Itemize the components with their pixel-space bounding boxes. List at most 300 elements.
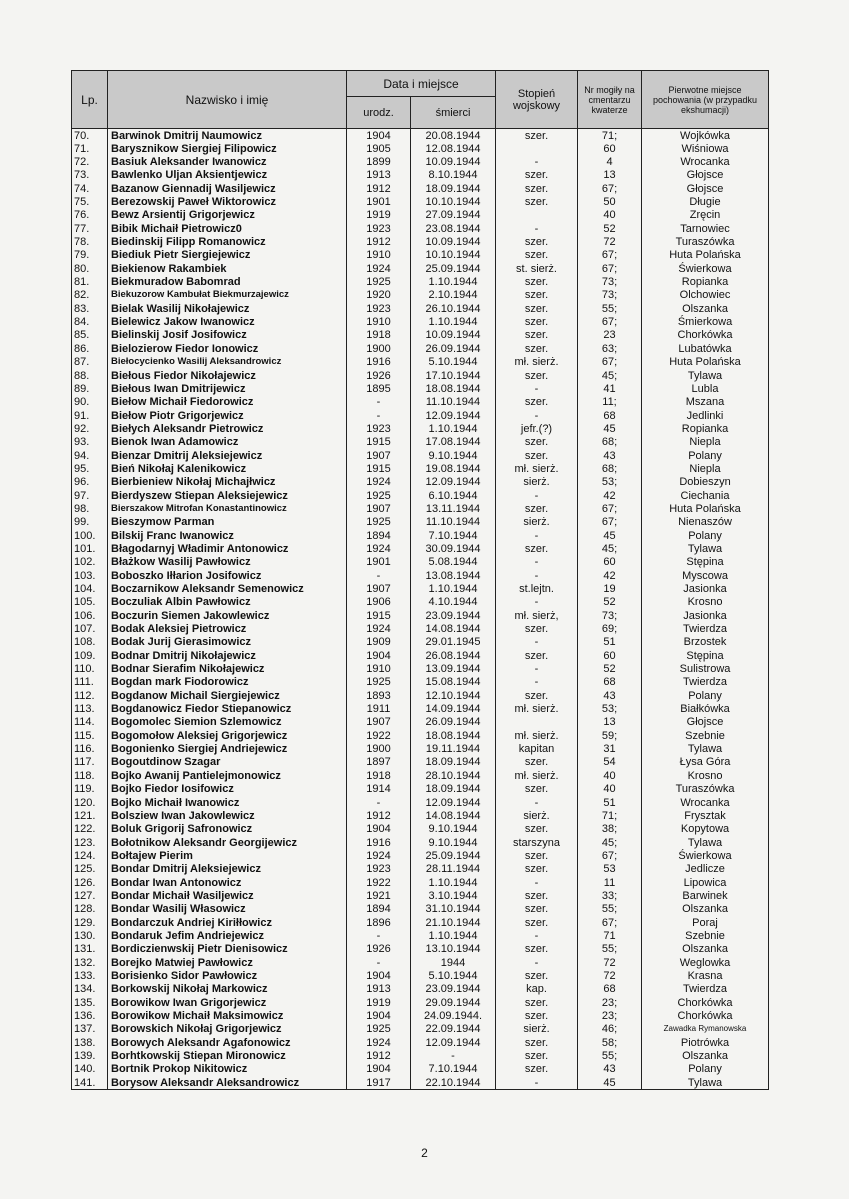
row-burial-place: Turaszówka bbox=[642, 783, 769, 796]
row-grave-number: 68 bbox=[578, 409, 642, 422]
row-rank: - bbox=[496, 956, 578, 969]
row-death-date: 18.09.1944 bbox=[411, 756, 496, 769]
row-birth-year: 1913 bbox=[347, 169, 411, 182]
row-birth-year: 1899 bbox=[347, 155, 411, 168]
row-grave-number: 67; bbox=[578, 262, 642, 275]
row-death-date: 1.10.1944 bbox=[411, 315, 496, 328]
table-row bbox=[72, 315, 769, 328]
table-row bbox=[72, 476, 769, 489]
row-death-date: 25.09.1944 bbox=[411, 849, 496, 862]
row-grave-number: 42 bbox=[578, 569, 642, 582]
row-name: Bogdanow Michail Siergiejewicz bbox=[108, 689, 347, 702]
row-rank: szer. bbox=[496, 449, 578, 462]
row-grave-number: 45 bbox=[578, 1076, 642, 1090]
row-burial-place: Krosno bbox=[642, 769, 769, 782]
row-number: 74. bbox=[72, 182, 108, 195]
row-death-date: 5.10.1944 bbox=[411, 356, 496, 369]
row-name: Berezowskij Paweł Wiktorowicz bbox=[108, 195, 347, 208]
row-name: Bordiczienwskij Pietr Dienisowicz bbox=[108, 943, 347, 956]
row-grave-number: 58; bbox=[578, 1036, 642, 1049]
row-grave-number: 71 bbox=[578, 929, 642, 942]
row-birth-year: 1917 bbox=[347, 1076, 411, 1090]
row-name: Biediuk Pietr Siergiejewicz bbox=[108, 249, 347, 262]
row-death-date: 24.09.1944. bbox=[411, 1009, 496, 1022]
row-rank: mł. sierż. bbox=[496, 769, 578, 782]
row-birth-year: - bbox=[347, 929, 411, 942]
row-number: 139. bbox=[72, 1049, 108, 1062]
row-death-date: 23.08.1944 bbox=[411, 222, 496, 235]
table-row bbox=[72, 596, 769, 609]
row-name: Biełocycienko Wasilij Aleksandrowicz bbox=[108, 356, 347, 369]
row-rank: szer. bbox=[496, 889, 578, 902]
row-burial-place: Wrocanka bbox=[642, 155, 769, 168]
row-rank: szer. bbox=[496, 649, 578, 662]
row-number: 101. bbox=[72, 542, 108, 555]
row-death-date: 1.10.1944 bbox=[411, 582, 496, 595]
row-rank: szer. bbox=[496, 169, 578, 182]
row-birth-year: 1918 bbox=[347, 769, 411, 782]
row-rank: - bbox=[496, 929, 578, 942]
table-row bbox=[72, 462, 769, 475]
row-number: 103. bbox=[72, 569, 108, 582]
row-burial-place: Huta Polańska bbox=[642, 502, 769, 515]
row-number: 99. bbox=[72, 516, 108, 529]
row-death-date: 10.10.1944 bbox=[411, 249, 496, 262]
row-rank: szer. bbox=[496, 542, 578, 555]
row-number: 107. bbox=[72, 622, 108, 635]
row-grave-number: 52 bbox=[578, 596, 642, 609]
row-name: Bogomołow Aleksiej Grigorjewicz bbox=[108, 729, 347, 742]
row-burial-place: Ciechania bbox=[642, 489, 769, 502]
row-birth-year: 1904 bbox=[347, 649, 411, 662]
row-number: 70. bbox=[72, 129, 108, 143]
row-birth-year: - bbox=[347, 569, 411, 582]
row-grave-number: 53; bbox=[578, 702, 642, 715]
row-rank: mł. sierż. bbox=[496, 729, 578, 742]
row-burial-place: Polany bbox=[642, 689, 769, 702]
row-birth-year: 1918 bbox=[347, 329, 411, 342]
row-birth-year: 1895 bbox=[347, 382, 411, 395]
row-number: 121. bbox=[72, 809, 108, 822]
row-death-date: 15.08.1944 bbox=[411, 676, 496, 689]
row-grave-number: 60 bbox=[578, 649, 642, 662]
row-number: 124. bbox=[72, 849, 108, 862]
row-rank: szer. bbox=[496, 1049, 578, 1062]
row-burial-place: Lipowica bbox=[642, 876, 769, 889]
row-number: 72. bbox=[72, 155, 108, 168]
table-row bbox=[72, 169, 769, 182]
row-death-date: 13.08.1944 bbox=[411, 569, 496, 582]
table-row bbox=[72, 836, 769, 849]
row-death-date: 11.10.1944 bbox=[411, 396, 496, 409]
row-rank: szer. bbox=[496, 863, 578, 876]
row-rank: - bbox=[496, 569, 578, 582]
row-burial-place: Kopytowa bbox=[642, 823, 769, 836]
header-rank: Stopień wojskowy bbox=[496, 71, 578, 129]
row-grave-number: 55; bbox=[578, 943, 642, 956]
row-death-date: 7.10.1944 bbox=[411, 529, 496, 542]
row-number: 117. bbox=[72, 756, 108, 769]
row-number: 112. bbox=[72, 689, 108, 702]
row-death-date: 8.10.1944 bbox=[411, 169, 496, 182]
row-number: 100. bbox=[72, 529, 108, 542]
row-name: Basiuk Aleksander Iwanowicz bbox=[108, 155, 347, 168]
row-name: Borisienko Sidor Pawłowicz bbox=[108, 969, 347, 982]
table-row bbox=[72, 662, 769, 675]
row-burial-place: Białkówka bbox=[642, 702, 769, 715]
table-row bbox=[72, 689, 769, 702]
row-birth-year: 1915 bbox=[347, 462, 411, 475]
row-rank: szer. bbox=[496, 916, 578, 929]
row-death-date: 18.09.1944 bbox=[411, 182, 496, 195]
row-rank: kap. bbox=[496, 983, 578, 996]
row-name: Bieszymow Parman bbox=[108, 516, 347, 529]
row-name: Biełow Piotr Grigorjewicz bbox=[108, 409, 347, 422]
row-birth-year: 1916 bbox=[347, 356, 411, 369]
table-row bbox=[72, 889, 769, 902]
row-burial-place: Świerkowa bbox=[642, 849, 769, 862]
row-number: 140. bbox=[72, 1063, 108, 1076]
row-rank: szer. bbox=[496, 235, 578, 248]
row-birth-year: 1904 bbox=[347, 1009, 411, 1022]
table-row bbox=[72, 582, 769, 595]
table-row bbox=[72, 222, 769, 235]
row-death-date: 12.08.1944 bbox=[411, 142, 496, 155]
row-grave-number: 71; bbox=[578, 809, 642, 822]
row-burial-place: Ropianka bbox=[642, 275, 769, 288]
row-birth-year: 1923 bbox=[347, 863, 411, 876]
row-name: Borowikow Michaił Maksimowicz bbox=[108, 1009, 347, 1022]
row-name: Borhtkowskij Stiepan Mironowicz bbox=[108, 1049, 347, 1062]
row-burial-place: Stępina bbox=[642, 649, 769, 662]
row-burial-place: Olszanka bbox=[642, 302, 769, 315]
table-row bbox=[72, 329, 769, 342]
row-death-date: 12.09.1944 bbox=[411, 476, 496, 489]
row-number: 87. bbox=[72, 356, 108, 369]
row-burial-place: Głojsce bbox=[642, 716, 769, 729]
row-burial-place: Dobieszyn bbox=[642, 476, 769, 489]
table-row bbox=[72, 729, 769, 742]
row-birth-year: - bbox=[347, 956, 411, 969]
row-rank: mł. sierż, bbox=[496, 609, 578, 622]
row-number: 132. bbox=[72, 956, 108, 969]
row-death-date: 29.01.1945 bbox=[411, 636, 496, 649]
row-rank: szer. bbox=[496, 622, 578, 635]
row-number: 78. bbox=[72, 235, 108, 248]
row-burial-place: Nienaszów bbox=[642, 516, 769, 529]
header-birth: urodz. bbox=[347, 97, 411, 129]
row-rank: - bbox=[496, 222, 578, 235]
row-death-date: 26.09.1944 bbox=[411, 342, 496, 355]
row-rank: szer. bbox=[496, 129, 578, 143]
row-name: Borowych Aleksandr Agafonowicz bbox=[108, 1036, 347, 1049]
row-birth-year: 1904 bbox=[347, 969, 411, 982]
row-burial-place: Olszanka bbox=[642, 903, 769, 916]
table-row bbox=[72, 769, 769, 782]
row-rank: sierż. bbox=[496, 1023, 578, 1036]
table-row bbox=[72, 516, 769, 529]
table-row bbox=[72, 275, 769, 288]
table-row bbox=[72, 489, 769, 502]
table-row bbox=[72, 155, 769, 168]
row-name: Biełous Fiedor Nikołajewicz bbox=[108, 369, 347, 382]
row-birth-year: 1923 bbox=[347, 422, 411, 435]
row-rank: szer. bbox=[496, 289, 578, 302]
row-name: Bienzar Dmitrij Aleksiejewicz bbox=[108, 449, 347, 462]
row-rank: szer. bbox=[496, 369, 578, 382]
row-name: Bondar Dmitrij Aleksiejewicz bbox=[108, 863, 347, 876]
row-grave-number: 67; bbox=[578, 849, 642, 862]
row-burial-place: Szebnie bbox=[642, 929, 769, 942]
header-burial-place: Pierwotne miejsce pochowania (w przypadku ekshumacji) bbox=[642, 71, 769, 129]
row-death-date: 9.10.1944 bbox=[411, 449, 496, 462]
row-burial-place: Turaszówka bbox=[642, 235, 769, 248]
row-birth-year: 1910 bbox=[347, 662, 411, 675]
header-grave: Nr mogiły na cmentarzu kwaterze bbox=[578, 71, 642, 129]
row-death-date: 10.09.1944 bbox=[411, 329, 496, 342]
row-birth-year: 1913 bbox=[347, 983, 411, 996]
row-grave-number: 40 bbox=[578, 209, 642, 222]
row-number: 81. bbox=[72, 275, 108, 288]
row-rank: jefr.(?) bbox=[496, 422, 578, 435]
row-death-date: 1.10.1944 bbox=[411, 876, 496, 889]
row-grave-number: 40 bbox=[578, 769, 642, 782]
row-birth-year: 1925 bbox=[347, 1023, 411, 1036]
row-birth-year: 1925 bbox=[347, 676, 411, 689]
row-death-date: 1.10.1944 bbox=[411, 422, 496, 435]
row-number: 85. bbox=[72, 329, 108, 342]
row-name: Bogomolec Siemion Szlemowicz bbox=[108, 716, 347, 729]
row-grave-number: 43 bbox=[578, 1063, 642, 1076]
row-name: Borkowskij Nikołaj Markowicz bbox=[108, 983, 347, 996]
row-burial-place: Chorkówka bbox=[642, 996, 769, 1009]
row-number: 94. bbox=[72, 449, 108, 462]
row-rank: szer. bbox=[496, 849, 578, 862]
row-rank: kapitan bbox=[496, 742, 578, 755]
row-name: Bodnar Sierafim Nikołajewicz bbox=[108, 662, 347, 675]
row-rank: mł. sierż. bbox=[496, 356, 578, 369]
row-number: 109. bbox=[72, 649, 108, 662]
row-name: Biełous Iwan Dmitrijewicz bbox=[108, 382, 347, 395]
row-burial-place: Krosno bbox=[642, 596, 769, 609]
row-burial-place: Huta Polańska bbox=[642, 249, 769, 262]
row-burial-place: Wiśniowa bbox=[642, 142, 769, 155]
row-birth-year: 1905 bbox=[347, 142, 411, 155]
row-name: Bondar Michaił Wasiljewicz bbox=[108, 889, 347, 902]
table-row bbox=[72, 1023, 769, 1036]
row-number: 84. bbox=[72, 315, 108, 328]
row-death-date: 28.10.1944 bbox=[411, 769, 496, 782]
row-birth-year: 1924 bbox=[347, 622, 411, 635]
row-number: 82. bbox=[72, 289, 108, 302]
table-row bbox=[72, 796, 769, 809]
row-number: 114. bbox=[72, 716, 108, 729]
row-birth-year: 1901 bbox=[347, 556, 411, 569]
row-grave-number: 72 bbox=[578, 956, 642, 969]
row-birth-year: 1921 bbox=[347, 889, 411, 902]
row-number: 120. bbox=[72, 796, 108, 809]
row-number: 133. bbox=[72, 969, 108, 982]
row-birth-year: 1912 bbox=[347, 809, 411, 822]
row-name: Biedinskij Filipp Romanowicz bbox=[108, 235, 347, 248]
row-rank: szer. bbox=[496, 315, 578, 328]
row-burial-place: Wojkówka bbox=[642, 129, 769, 143]
row-grave-number: 59; bbox=[578, 729, 642, 742]
row-name: Bierszakow Mitrofan Konastantinowicz bbox=[108, 502, 347, 515]
row-birth-year: 1923 bbox=[347, 302, 411, 315]
row-rank: - bbox=[496, 1076, 578, 1090]
table-row bbox=[72, 556, 769, 569]
row-number: 111. bbox=[72, 676, 108, 689]
header-death: śmierci bbox=[411, 97, 496, 129]
row-burial-place: Śmierkowa bbox=[642, 315, 769, 328]
row-burial-place: Tylawa bbox=[642, 742, 769, 755]
row-birth-year: 1924 bbox=[347, 476, 411, 489]
row-name: Bierdyszew Stiepan Aleksiejewicz bbox=[108, 489, 347, 502]
row-birth-year: 1925 bbox=[347, 516, 411, 529]
row-burial-place: Stępina bbox=[642, 556, 769, 569]
row-death-date: 13.11.1944 bbox=[411, 502, 496, 515]
table-row bbox=[72, 676, 769, 689]
row-rank: - bbox=[496, 489, 578, 502]
row-number: 125. bbox=[72, 863, 108, 876]
row-grave-number: 52 bbox=[578, 222, 642, 235]
header-date-place: Data i miejsce bbox=[347, 71, 496, 97]
row-name: Bodak Aleksiej Pietrowicz bbox=[108, 622, 347, 635]
row-death-date: 2.10.1944 bbox=[411, 289, 496, 302]
row-number: 95. bbox=[72, 462, 108, 475]
table-row bbox=[72, 783, 769, 796]
row-name: Bojko Fiedor Iosifowicz bbox=[108, 783, 347, 796]
row-number: 138. bbox=[72, 1036, 108, 1049]
row-birth-year: 1907 bbox=[347, 582, 411, 595]
row-name: Bondarczuk Andriej Kiriłłowicz bbox=[108, 916, 347, 929]
row-number: 105. bbox=[72, 596, 108, 609]
row-number: 83. bbox=[72, 302, 108, 315]
row-death-date: 5.10.1944 bbox=[411, 969, 496, 982]
row-name: Bondaruk Jefim Andriejewicz bbox=[108, 929, 347, 942]
row-name: Błagodarnyj Władimir Antonowicz bbox=[108, 542, 347, 555]
row-rank: - bbox=[496, 676, 578, 689]
row-rank: szer. bbox=[496, 1063, 578, 1076]
row-birth-year: 1901 bbox=[347, 195, 411, 208]
row-name: Bolsziew Iwan Jakowlewicz bbox=[108, 809, 347, 822]
table-row bbox=[72, 609, 769, 622]
row-grave-number: 33; bbox=[578, 889, 642, 902]
row-name: Barwinok Dmitrij Naumowicz bbox=[108, 129, 347, 143]
row-number: 89. bbox=[72, 382, 108, 395]
row-number: 88. bbox=[72, 369, 108, 382]
row-burial-place: Polany bbox=[642, 1063, 769, 1076]
row-death-date: 10.10.1944 bbox=[411, 195, 496, 208]
row-number: 104. bbox=[72, 582, 108, 595]
row-rank: szer. bbox=[496, 275, 578, 288]
table-row bbox=[72, 943, 769, 956]
table-row bbox=[72, 756, 769, 769]
row-rank: sierż. bbox=[496, 516, 578, 529]
row-rank: - bbox=[496, 662, 578, 675]
row-birth-year: 1912 bbox=[347, 1049, 411, 1062]
row-name: Boczuliak Albin Pawłowicz bbox=[108, 596, 347, 609]
row-birth-year: 1904 bbox=[347, 823, 411, 836]
row-burial-place: Głojsce bbox=[642, 182, 769, 195]
row-name: Borysow Aleksandr Aleksandrowicz bbox=[108, 1076, 347, 1090]
row-birth-year: 1914 bbox=[347, 783, 411, 796]
row-birth-year: 1919 bbox=[347, 996, 411, 1009]
row-birth-year: 1893 bbox=[347, 689, 411, 702]
row-burial-place: Polany bbox=[642, 449, 769, 462]
row-burial-place: Świerkowa bbox=[642, 262, 769, 275]
row-name: Bondar Iwan Antonowicz bbox=[108, 876, 347, 889]
row-name: Bogdanowicz Fiedor Stiepanowicz bbox=[108, 702, 347, 715]
row-death-date: 10.09.1944 bbox=[411, 155, 496, 168]
row-name: Bielak Wasilij Nikołajewicz bbox=[108, 302, 347, 315]
row-number: 116. bbox=[72, 742, 108, 755]
table-row bbox=[72, 1049, 769, 1062]
table-row bbox=[72, 382, 769, 395]
row-grave-number: 55; bbox=[578, 1049, 642, 1062]
row-rank: mł. sierż. bbox=[496, 462, 578, 475]
row-death-date: 26.09.1944 bbox=[411, 716, 496, 729]
table-row bbox=[72, 502, 769, 515]
row-name: Bojko Awanij Pantielejmonowicz bbox=[108, 769, 347, 782]
row-name: Biekuzorow Kambułat Biekmurzajewicz bbox=[108, 289, 347, 302]
header-lp: Lp. bbox=[72, 71, 108, 129]
row-grave-number: 73; bbox=[578, 289, 642, 302]
row-birth-year: 1915 bbox=[347, 436, 411, 449]
row-birth-year: 1911 bbox=[347, 702, 411, 715]
table-row bbox=[72, 209, 769, 222]
row-rank: szer. bbox=[496, 756, 578, 769]
row-birth-year: 1925 bbox=[347, 489, 411, 502]
row-name: Bołtajew Pierim bbox=[108, 849, 347, 862]
row-burial-place: Wrocanka bbox=[642, 796, 769, 809]
row-name: Borowikow Iwan Grigorjewicz bbox=[108, 996, 347, 1009]
row-rank: starszyna bbox=[496, 836, 578, 849]
row-death-date: 22.10.1944 bbox=[411, 1076, 496, 1090]
row-rank bbox=[496, 209, 578, 222]
row-number: 135. bbox=[72, 996, 108, 1009]
row-burial-place: Olszanka bbox=[642, 1049, 769, 1062]
row-rank: - bbox=[496, 556, 578, 569]
row-burial-place: Polany bbox=[642, 529, 769, 542]
row-rank bbox=[496, 142, 578, 155]
table-row bbox=[72, 716, 769, 729]
row-name: Bojko Michaił Iwanowicz bbox=[108, 796, 347, 809]
row-number: 113. bbox=[72, 702, 108, 715]
row-number: 80. bbox=[72, 262, 108, 275]
row-burial-place: Jasionka bbox=[642, 609, 769, 622]
row-name: Biekmuradow Babomrad bbox=[108, 275, 347, 288]
row-birth-year: 1894 bbox=[347, 529, 411, 542]
row-grave-number: 53; bbox=[578, 476, 642, 489]
row-burial-place: Sulistrowa bbox=[642, 662, 769, 675]
row-rank: st.lejtn. bbox=[496, 582, 578, 595]
row-number: 118. bbox=[72, 769, 108, 782]
header-name: Nazwisko i imię bbox=[108, 71, 347, 129]
row-birth-year: 1919 bbox=[347, 209, 411, 222]
row-burial-place: Zręcin bbox=[642, 209, 769, 222]
table-row bbox=[72, 195, 769, 208]
row-number: 131. bbox=[72, 943, 108, 956]
row-name: Biekienow Rakambiek bbox=[108, 262, 347, 275]
row-number: 108. bbox=[72, 636, 108, 649]
row-rank: sierż. bbox=[496, 476, 578, 489]
table-row bbox=[72, 622, 769, 635]
table-row bbox=[72, 409, 769, 422]
row-death-date: 12.09.1944 bbox=[411, 796, 496, 809]
row-grave-number: 67; bbox=[578, 502, 642, 515]
